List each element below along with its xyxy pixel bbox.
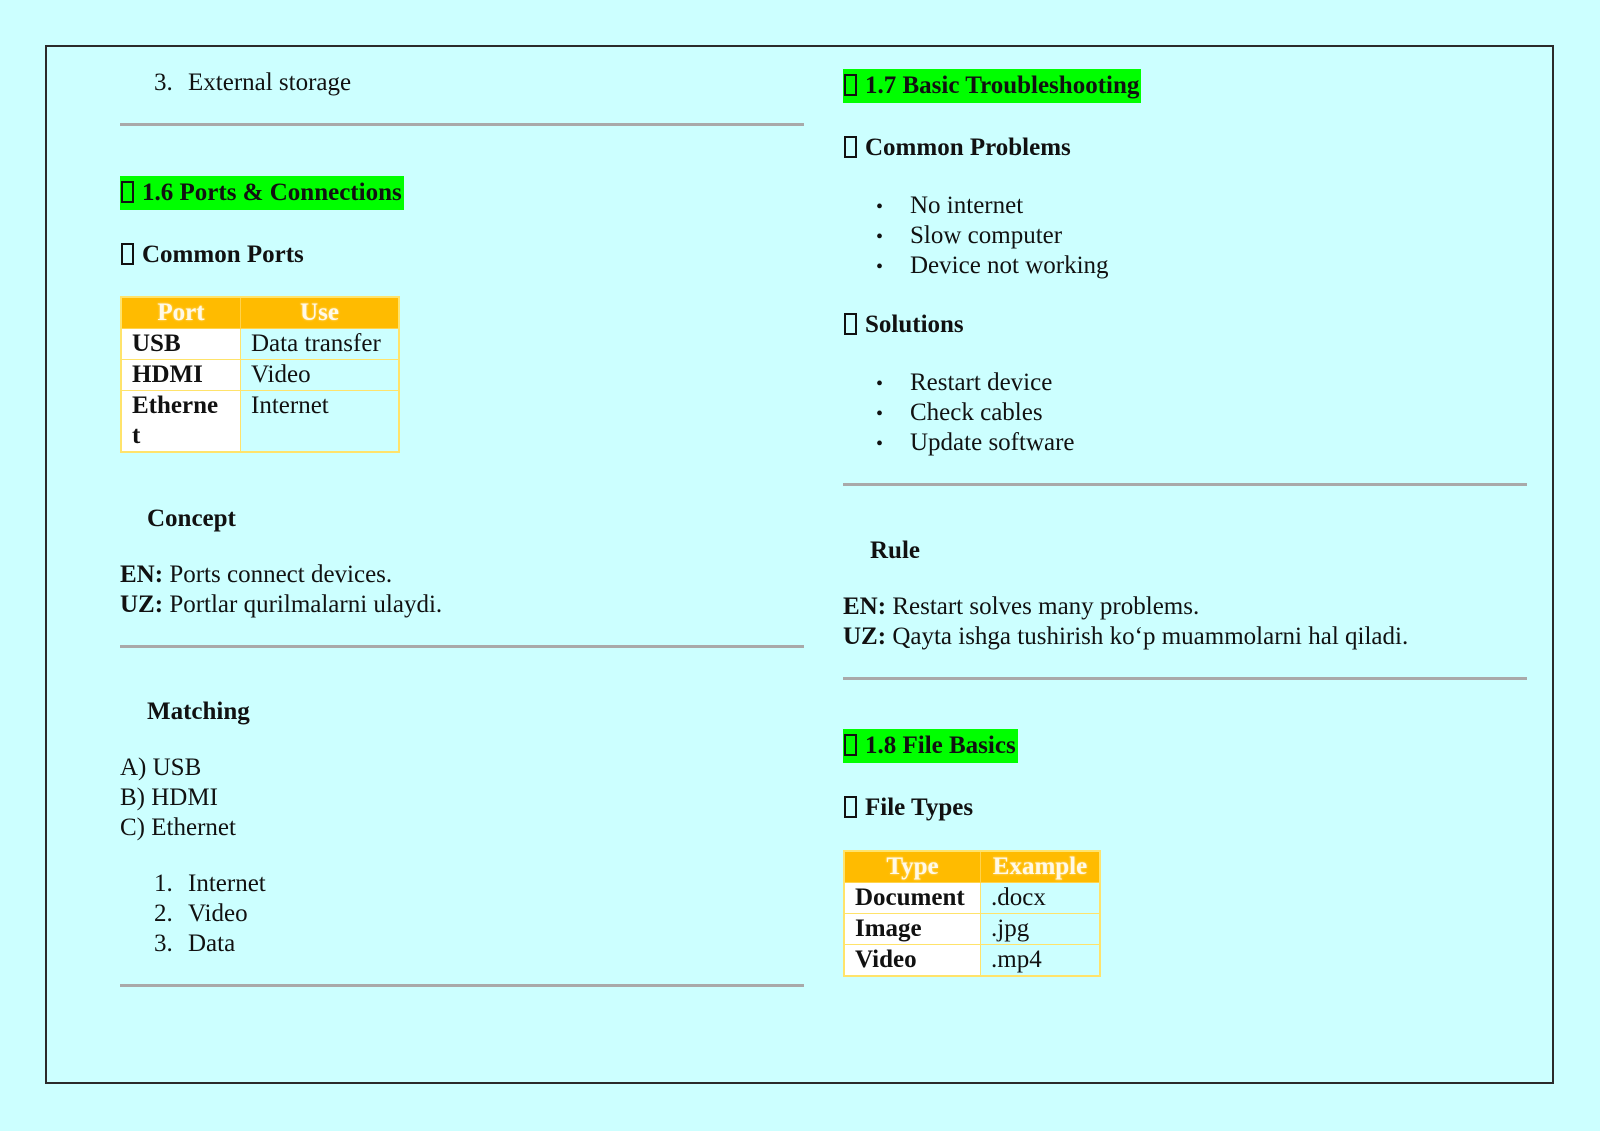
bullet-item	[876, 221, 1062, 252]
bullet-icon: •	[876, 196, 884, 218]
table-row	[121, 329, 399, 360]
section-heading-1-6	[120, 176, 404, 210]
column-header-use: Use	[241, 297, 400, 329]
cell-line: Etherne	[132, 392, 219, 419]
subheading-solutions	[843, 310, 964, 340]
bullet-icon: •	[876, 433, 884, 455]
section-heading-1-8	[843, 729, 1018, 763]
table-cell-example: .mp4	[981, 945, 1101, 977]
section-title: 1.8 File Basics	[865, 732, 1016, 759]
table-header-row	[121, 297, 399, 329]
bullet-icon: •	[876, 226, 884, 248]
matching-letter-item: B) HDMI	[120, 784, 218, 811]
list-item	[154, 68, 351, 98]
bullet-text: Slow computer	[910, 222, 1063, 249]
bullet-text: Device not working	[910, 252, 1109, 279]
list-text: Internet	[188, 870, 266, 897]
table-cell-example: .jpg	[981, 914, 1101, 945]
concept-uz-line	[120, 590, 442, 620]
missing-glyph-box-icon	[844, 136, 857, 158]
subheading-title: File Types	[865, 794, 974, 821]
column-header-type: Type	[844, 851, 981, 883]
missing-glyph-box-icon	[844, 734, 857, 756]
table-cell-port	[121, 391, 241, 453]
en-label: EN:	[843, 593, 887, 620]
file-types-table	[843, 850, 1101, 977]
missing-glyph-box-icon	[121, 181, 134, 203]
bullet-text: Update software	[910, 429, 1075, 456]
bullet-text: No internet	[910, 192, 1024, 219]
table-cell-type: Image	[844, 914, 981, 945]
table-cell-use: Internet	[241, 391, 400, 453]
missing-glyph-box-icon	[844, 313, 857, 335]
column-header-example: Example	[981, 851, 1101, 883]
list-text: Data	[188, 930, 236, 957]
matching-letter-item: A) USB	[120, 754, 202, 781]
matching-letter-item: C) Ethernet	[120, 814, 236, 841]
subheading-title: Common Ports	[142, 241, 304, 268]
list-text: External storage	[188, 69, 352, 96]
bullet-item	[876, 251, 1109, 282]
subheading-title: Common Problems	[865, 134, 1071, 161]
divider	[843, 677, 1527, 680]
table-row	[844, 945, 1100, 977]
missing-glyph-box-icon	[121, 243, 134, 265]
table-cell-example: .docx	[981, 883, 1101, 914]
bullet-icon: •	[876, 373, 884, 395]
divider	[120, 123, 804, 126]
cell-line: t	[132, 422, 141, 449]
rule-en-line	[843, 592, 1199, 622]
matching-heading: Matching	[147, 698, 250, 725]
section-title: 1.6 Ports & Connections	[142, 179, 402, 206]
en-text: Ports connect devices.	[169, 561, 393, 588]
list-number: 3.	[154, 930, 173, 957]
concept-en-line	[120, 560, 392, 590]
bullet-icon: •	[876, 403, 884, 425]
column-header-port: Port	[121, 297, 241, 329]
uz-text: Qayta ishga tushirish ko‘p muammolarni hal qiladi.	[892, 623, 1409, 650]
divider	[120, 984, 804, 987]
bullet-icon: •	[876, 256, 884, 278]
table-row	[121, 360, 399, 391]
list-number: 2.	[154, 900, 173, 927]
table-cell-use: Data transfer	[241, 329, 400, 360]
divider	[843, 483, 1527, 486]
section-title: 1.7 Basic Troubleshooting	[865, 72, 1140, 99]
table-cell-port: USB	[121, 329, 241, 360]
table-row	[844, 914, 1100, 945]
section-heading-1-7	[843, 69, 1141, 103]
missing-glyph-box-icon	[844, 796, 857, 818]
bullet-item	[876, 191, 1023, 222]
table-cell-type: Video	[844, 945, 981, 977]
matching-number-item	[154, 899, 248, 929]
ports-table	[120, 296, 400, 453]
subheading-file-types	[843, 793, 973, 823]
en-text: Restart solves many problems.	[892, 593, 1200, 620]
table-header-row	[844, 851, 1100, 883]
subheading-title: Solutions	[865, 311, 964, 338]
bullet-text: Restart device	[910, 369, 1053, 396]
uz-label: UZ:	[843, 623, 887, 650]
subheading-common-problems	[843, 133, 1071, 163]
list-text: Video	[188, 900, 248, 927]
bullet-item	[876, 398, 1043, 429]
list-number: 3.	[154, 69, 173, 96]
rule-uz-line	[843, 622, 1408, 652]
table-row	[844, 883, 1100, 914]
table-row	[121, 391, 399, 453]
uz-label: UZ:	[120, 591, 164, 618]
en-label: EN:	[120, 561, 164, 588]
table-cell-port: HDMI	[121, 360, 241, 391]
concept-heading: Concept	[147, 505, 236, 532]
uz-text: Portlar qurilmalarni ulaydi.	[169, 591, 443, 618]
table-cell-type: Document	[844, 883, 981, 914]
divider	[120, 645, 804, 648]
bullet-item	[876, 428, 1075, 459]
matching-number-item	[154, 929, 235, 959]
matching-number-item	[154, 869, 266, 899]
rule-heading: Rule	[870, 537, 920, 564]
bullet-text: Check cables	[910, 399, 1043, 426]
missing-glyph-box-icon	[844, 74, 857, 96]
table-cell-use: Video	[241, 360, 400, 391]
list-number: 1.	[154, 870, 173, 897]
subheading-common-ports	[120, 240, 304, 270]
bullet-item	[876, 368, 1052, 399]
